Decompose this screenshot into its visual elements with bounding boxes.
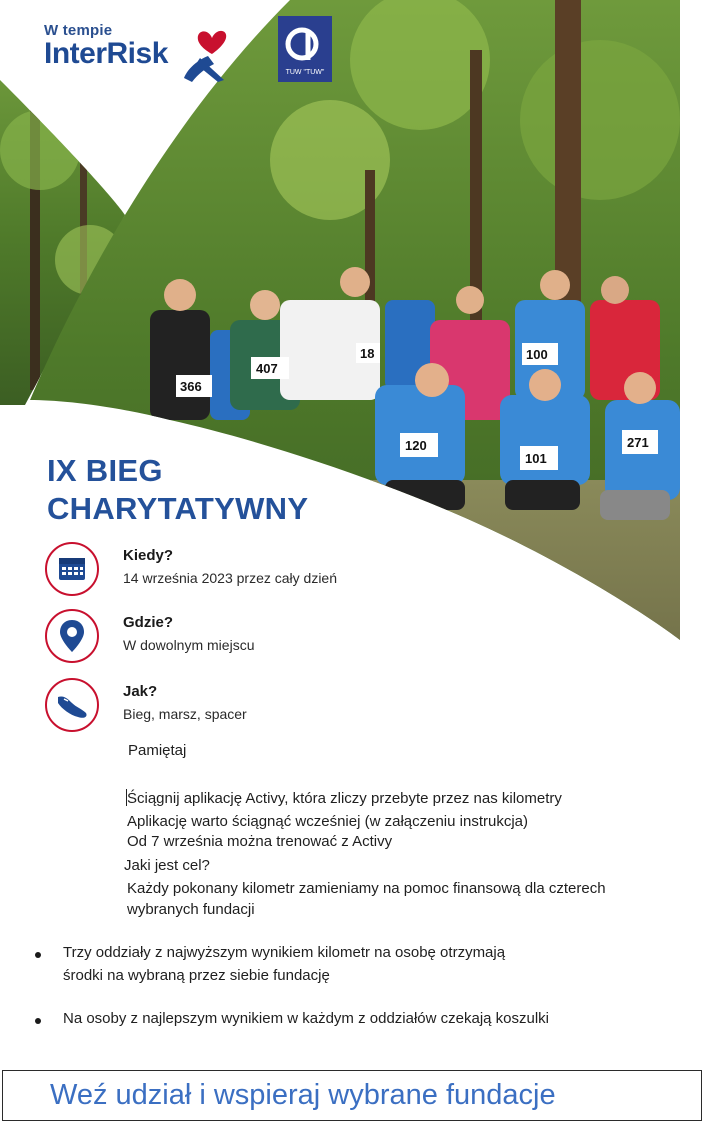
running-shoe-icon [44,677,100,733]
info-where [44,608,544,668]
event-title [47,452,308,528]
calendar-icon [44,541,100,597]
runner-heart-icon [178,24,240,84]
goal-line: Każdy pokonany kilometr zamieniamy na pomoc finansową dla czterech [127,880,606,897]
info-label: Gdzie? [123,614,174,631]
bib-number: 366 [180,379,202,394]
call-to-action-text: Weź udział i wspieraj wybrane fundacje [50,1079,556,1111]
bib-number: 18 [360,346,375,361]
notes-heading: Pamiętaj [128,742,187,759]
notes-line: Ściągnij aplikację Activy, która zliczy przebyte przez nas kilometry [127,790,562,807]
logo-brand: InterRisk [44,37,168,70]
bullet-dot [35,952,41,958]
notes-line: Od 7 września można trenować z Activy [127,833,393,850]
bullet-text: Na osoby z najlepszym wynikiem w każdym z oddziałów czekają koszulki [63,1010,550,1027]
bullet-text: Trzy oddziały z najwyższym wynikiem kilometr na osobę otrzymają [63,944,506,961]
event-title-line2: CHARYTATYWNY [47,491,309,526]
goal-line: wybranych fundacji [127,901,255,918]
info-value: Bieg, marsz, spacer [123,706,247,722]
tuw-logo-caption: TUW "TUW" [285,69,325,76]
location-pin-icon [44,608,100,664]
bib-number: 120 [405,438,427,453]
info-when [44,541,544,601]
event-title-line1: IX BIEG [47,453,163,488]
info-how [44,677,544,737]
call-to-action-box [2,1070,702,1121]
notes-line: Aplikację warto ściągnąć wcześniej (w załączeniu instrukcja) [127,813,528,830]
info-label: Kiedy? [123,547,174,564]
bullet-dot [35,1018,41,1024]
bib-number: 100 [526,347,548,362]
info-value: W dowolnym miejscu [123,637,255,653]
goal-heading: Jaki jest cel? [124,857,210,874]
bib-number: 407 [256,361,278,376]
bullet-text: środki na wybraną przez siebie fundację [63,967,330,984]
logo-tagline: W tempie [44,22,113,39]
bib-number: 271 [627,435,649,450]
info-value: 14 września 2023 przez cały dzień [123,570,338,586]
info-label: Jak? [123,683,158,700]
bib-number: 101 [525,451,547,466]
